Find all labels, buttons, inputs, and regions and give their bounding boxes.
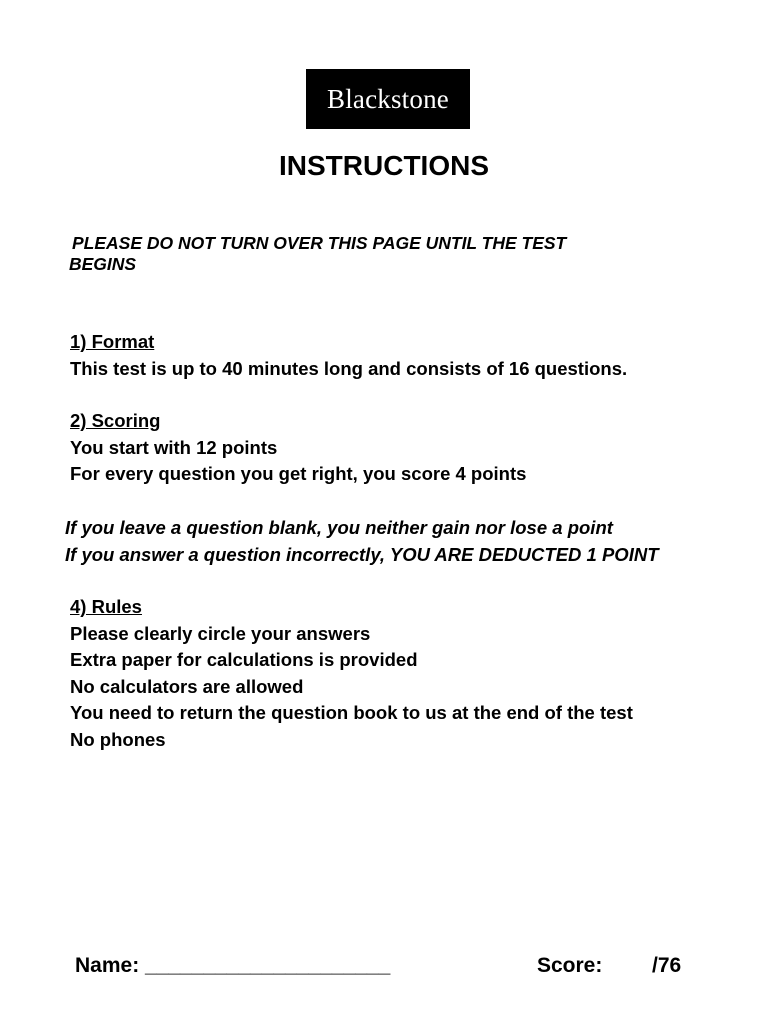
rules-line: Please clearly circle your answers bbox=[70, 622, 371, 644]
logo-text: Blackstone bbox=[327, 83, 449, 114]
rules-heading: 4) Rules bbox=[70, 596, 142, 617]
note-line: If you leave a question blank, you neither gain nor lose a point bbox=[65, 517, 613, 538]
scoring-line: For every question you get right, you score 4 points bbox=[70, 463, 527, 484]
note-line: If you answer a question incorrectly, YOU ARE DEDUCTED 1 POINT bbox=[65, 543, 659, 565]
scoring-heading: 2) Scoring bbox=[70, 410, 161, 431]
penalty-notes bbox=[65, 515, 765, 568]
name-field: Name: _____________________ bbox=[75, 954, 391, 977]
warning-notice bbox=[69, 233, 669, 275]
format-heading: 1) Format bbox=[70, 331, 155, 352]
blackstone-logo bbox=[306, 69, 470, 129]
format-line: This test is up to 40 minutes long and consists of 16 questions. bbox=[70, 357, 628, 379]
page-title: INSTRUCTIONS bbox=[279, 150, 489, 181]
rules-line: No phones bbox=[70, 728, 166, 750]
format-section bbox=[70, 329, 750, 382]
warning-line-1: PLEASE DO NOT TURN OVER THIS PAGE UNTIL THE TEST bbox=[72, 233, 567, 253]
rules-section bbox=[70, 594, 750, 753]
scoring-section bbox=[70, 408, 750, 488]
score-total: /76 bbox=[652, 954, 682, 977]
warning-line-2: BEGINS bbox=[69, 254, 137, 274]
rules-line: You need to return the question book to us at the end of the test bbox=[70, 702, 633, 723]
scoring-line: You start with 12 points bbox=[70, 436, 278, 458]
rules-line: Extra paper for calculations is provided bbox=[70, 649, 418, 670]
score-label: Score: bbox=[537, 954, 603, 977]
rules-line: No calculators are allowed bbox=[70, 675, 304, 697]
